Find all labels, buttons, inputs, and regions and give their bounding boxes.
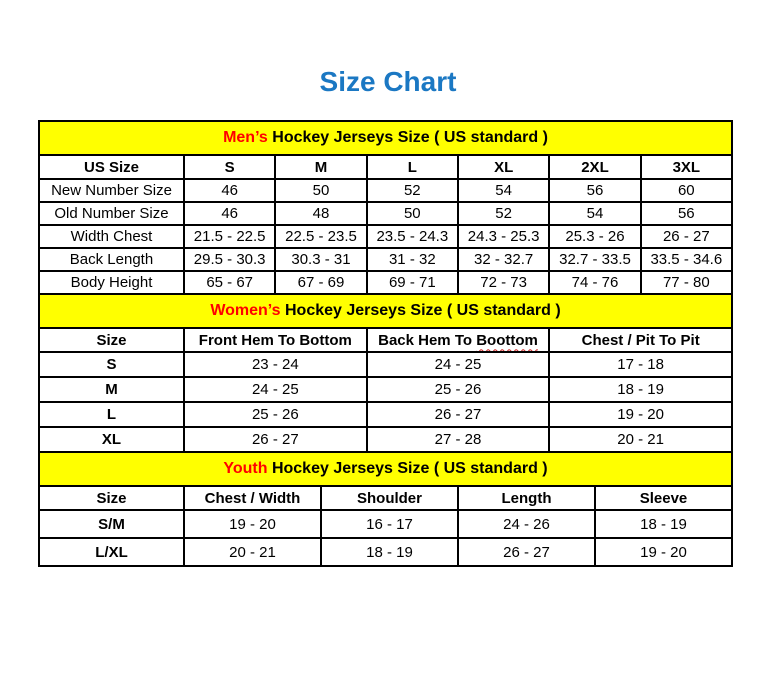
banner-accent-label: Men’s: [223, 129, 268, 146]
size-value: 32 - 32.7: [458, 248, 549, 271]
column-header: Back Hem To Boottom: [367, 328, 550, 352]
column-header: Size: [39, 328, 184, 352]
size-value: 24 - 26: [458, 510, 595, 538]
size-value: 20 - 21: [184, 538, 321, 566]
column-header: S: [184, 155, 275, 179]
column-header: M: [275, 155, 366, 179]
table-row: [39, 402, 732, 427]
size-table-womens: [38, 293, 733, 453]
row-label: M: [39, 377, 184, 402]
size-value: 24 - 25: [367, 352, 550, 377]
banner-title-label: Hockey Jerseys Size ( US standard ): [280, 302, 561, 319]
table-row: [39, 202, 732, 225]
size-table-mens: [38, 120, 733, 295]
size-value: 50: [367, 202, 458, 225]
column-header: 3XL: [641, 155, 732, 179]
size-value: 48: [275, 202, 366, 225]
column-header: Size: [39, 486, 184, 510]
size-value: 19 - 20: [184, 510, 321, 538]
size-table-youth: [38, 451, 733, 567]
size-value: 33.5 - 34.6: [641, 248, 732, 271]
row-label: Body Height: [39, 271, 184, 294]
size-value: 54: [458, 179, 549, 202]
size-value: 52: [367, 179, 458, 202]
row-label: S: [39, 352, 184, 377]
size-value: 19 - 20: [595, 538, 732, 566]
banner-accent-label: Women’s: [210, 302, 281, 319]
size-value: 60: [641, 179, 732, 202]
size-value: 56: [549, 179, 640, 202]
table-row: [39, 427, 732, 452]
column-header: 2XL: [549, 155, 640, 179]
row-label: L: [39, 402, 184, 427]
size-value: 72 - 73: [458, 271, 549, 294]
row-label: Width Chest: [39, 225, 184, 248]
size-value: 56: [641, 202, 732, 225]
size-value: 25 - 26: [184, 402, 367, 427]
size-value: 25.3 - 26: [549, 225, 640, 248]
size-value: 29.5 - 30.3: [184, 248, 275, 271]
column-header: Length: [458, 486, 595, 510]
column-header: XL: [458, 155, 549, 179]
banner-row-mens: [39, 121, 732, 155]
size-value: 23 - 24: [184, 352, 367, 377]
size-value: 69 - 71: [367, 271, 458, 294]
size-value: 65 - 67: [184, 271, 275, 294]
size-value: 23.5 - 24.3: [367, 225, 458, 248]
banner-row-womens: [39, 294, 732, 328]
size-value: 52: [458, 202, 549, 225]
header-row-youth: [39, 486, 732, 510]
header-row-womens: [39, 328, 732, 352]
row-label: S/M: [39, 510, 184, 538]
size-value: 32.7 - 33.5: [549, 248, 640, 271]
size-value: 24.3 - 25.3: [458, 225, 549, 248]
size-value: 77 - 80: [641, 271, 732, 294]
size-value: 74 - 76: [549, 271, 640, 294]
misspelled-word: Boottom: [476, 331, 538, 349]
size-value: 24 - 25: [184, 377, 367, 402]
size-value: 30.3 - 31: [275, 248, 366, 271]
row-label: L/XL: [39, 538, 184, 566]
size-value: 31 - 32: [367, 248, 458, 271]
row-label: XL: [39, 427, 184, 452]
tables-host: [38, 120, 733, 567]
row-label: New Number Size: [39, 179, 184, 202]
size-value: 50: [275, 179, 366, 202]
size-value: 67 - 69: [275, 271, 366, 294]
table-banner-mens: [39, 121, 732, 155]
size-value: 26 - 27: [367, 402, 550, 427]
banner-title-label: Hockey Jerseys Size ( US standard ): [267, 460, 548, 477]
page-title: Size Chart: [319, 66, 457, 97]
banner-title-label: Hockey Jerseys Size ( US standard ): [267, 129, 548, 146]
size-value: 22.5 - 23.5: [275, 225, 366, 248]
table-banner-youth: [39, 452, 732, 486]
size-value: 46: [184, 202, 275, 225]
size-chart-page: [0, 66, 776, 567]
table-row: [39, 179, 732, 202]
column-header: Front Hem To Bottom: [184, 328, 367, 352]
banner-row-youth: [39, 452, 732, 486]
size-value: 25 - 26: [367, 377, 550, 402]
size-value: 26 - 27: [641, 225, 732, 248]
column-header: L: [367, 155, 458, 179]
header-row-mens: [39, 155, 732, 179]
table-row: [39, 377, 732, 402]
row-label: Back Length: [39, 248, 184, 271]
size-value: 21.5 - 22.5: [184, 225, 275, 248]
table-banner-womens: [39, 294, 732, 328]
size-value: 16 - 17: [321, 510, 458, 538]
table-row: [39, 271, 732, 294]
size-value: 27 - 28: [367, 427, 550, 452]
size-value: 26 - 27: [458, 538, 595, 566]
size-value: 26 - 27: [184, 427, 367, 452]
table-row: [39, 248, 732, 271]
column-header: Chest / Width: [184, 486, 321, 510]
size-value: 46: [184, 179, 275, 202]
column-header: Chest / Pit To Pit: [549, 328, 732, 352]
table-row: [39, 538, 732, 566]
table-row: [39, 225, 732, 248]
size-value: 54: [549, 202, 640, 225]
column-header: Sleeve: [595, 486, 732, 510]
size-value: 18 - 19: [549, 377, 732, 402]
size-value: 18 - 19: [321, 538, 458, 566]
size-value: 20 - 21: [549, 427, 732, 452]
size-value: 19 - 20: [549, 402, 732, 427]
column-header: Shoulder: [321, 486, 458, 510]
size-value: 18 - 19: [595, 510, 732, 538]
size-value: 17 - 18: [549, 352, 732, 377]
banner-accent-label: Youth: [223, 460, 268, 477]
table-row: [39, 510, 732, 538]
table-row: [39, 352, 732, 377]
row-label: Old Number Size: [39, 202, 184, 225]
column-header: US Size: [39, 155, 184, 179]
